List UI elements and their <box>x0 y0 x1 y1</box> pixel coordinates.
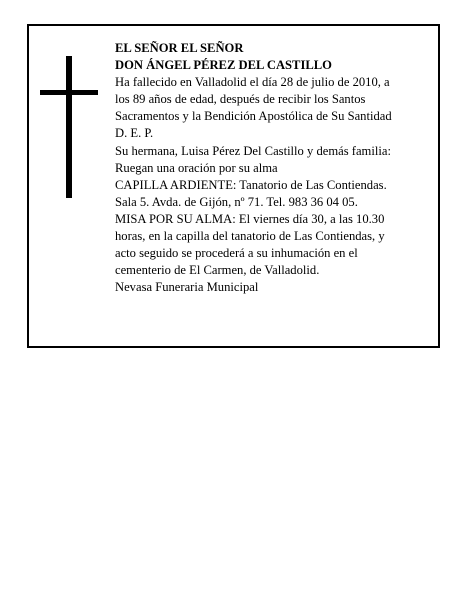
notice-text <box>115 40 437 296</box>
notice-body-line: MISA POR SU ALMA: El viernes día 30, a las 10.30 <box>115 211 385 226</box>
cross-horizontal-bar <box>40 90 98 95</box>
notice-body-line: D. E. P. <box>115 126 154 141</box>
cross-vertical-bar <box>66 56 72 198</box>
deceased-name: DON ÁNGEL PÉREZ DEL CASTILLO <box>115 58 332 73</box>
notice-body-line: los 89 años de edad, después de recibir los Santos <box>115 92 366 107</box>
notice-body-line: CAPILLA ARDIENTE: Tanatorio de Las Contiendas. <box>115 177 387 192</box>
notice-body-line: cementerio de El Carmen, de Valladolid. <box>115 263 320 278</box>
notice-body-line: Sala 5. Avda. de Gijón, nº 71. Tel. 983 36 04 05. <box>115 194 358 209</box>
obituary-notice <box>27 24 440 348</box>
notice-body-line: acto seguido se procederá a su inhumación en el <box>115 246 358 261</box>
funeral-home-name: Nevasa Funeraria Municipal <box>115 280 259 295</box>
latin-cross-icon <box>40 56 98 198</box>
notice-body-line: horas, en la capilla del tanatorio de Las Contiendas, y <box>115 229 385 244</box>
notice-body-line: Ruegan una oración por su alma <box>115 160 278 175</box>
notice-body-line: Ha fallecido en Valladolid el día 28 de julio de 2010, a <box>115 75 390 90</box>
notice-header-line-1: EL SEÑOR EL SEÑOR <box>115 41 244 55</box>
notice-body-line: Sacramentos y la Bendición Apostólica de Su Santidad <box>115 109 392 124</box>
notice-body-line: Su hermana, Luisa Pérez Del Castillo y demás familia: <box>115 143 391 158</box>
